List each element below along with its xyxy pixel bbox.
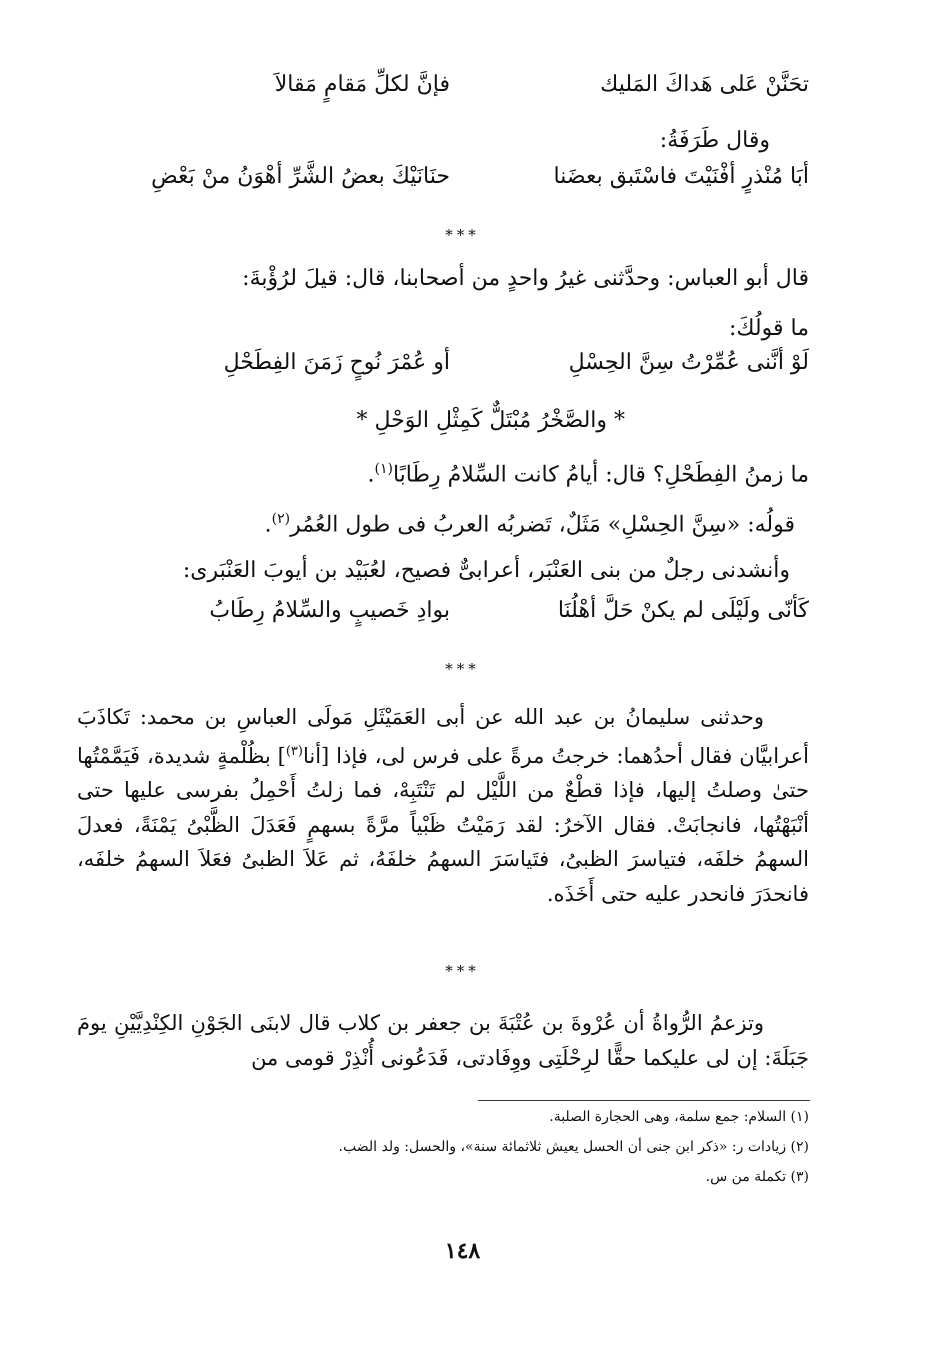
section-separator-1: ***: [445, 226, 480, 244]
section-2-line-1: قال أبو العباس: وحدَّثنى غيرُ واحدٍ من أصحابنا، قال: قيلَ لرُؤْبةَ:: [242, 266, 809, 291]
footnote-2: (٢) زيادات ر: «ذكر ابن جنى أن الحسل يعيش ثلاثمائة سنة»، والحسل: ولد الضب.: [338, 1139, 809, 1155]
section-2-line-4-text: قولُه: «سِنَّ الحِسْلِ» مَثَلٌ، تَضربُه العربُ فى طول العُمُر: [290, 512, 795, 538]
footnote-ref-2[interactable]: (٢): [271, 511, 291, 527]
verse-2-first-hemistich: أبَا مُنْذرٍ أفْنَيْتَ فاسْتَبق بعضَنا: [553, 164, 809, 189]
section-2-verse-first-hemistich: لَوْ أنَّنى عُمِّرْتُ سِنَّ الحِسْلِ: [568, 350, 809, 375]
section-2-line-3-text: ما زمنُ الفِطَحْلِ؟ قال: أيامُ كانت السِّلامُ رِطَابًا: [392, 462, 809, 488]
section-2-line-4: [265, 502, 795, 542]
section-4-paragraph: وتزعمُ الرُّواةُ أن عُرْوةَ بن عُتْبَةَ بن جعفر بن كلاب قال لابنَى الجَوْنِ الكِنْدِيَّيْنِ يومَ جَبَلَةَ: إن لى عليكما حقًّا لرِحْلَتِى ووِفَادتى، فَدَعُونى أُنْذِرْ قومى من: [77, 1011, 809, 1070]
section-2-line-5: وأنشدنى رجلٌ من بنى العَنْبَر، أعرابىٌّ فصيح، لعُبَيْد بن أيوبَ العَنْبَرى:: [182, 558, 790, 583]
verse-1-first-hemistich: تحَنَّنْ عَلى هَداكَ المَليك: [600, 72, 809, 97]
section-3-text-2: ] بظُلْمةٍ شديدة، فَيَمَّمْتُها حتىٰ وصلتُ إليها، فإذا قطْعٌ من اللَّيْل لم تَنْتَبِهْ، فما زلتُ أَحْمِلُ بفرسى عليها حتى أنْبَهْتُها، فانجابَتْ. فقال الآخرُ: لقد رَمَيْتُ ظَبْياً مرَّةً بسهمٍ فَعَدَلَ الظَّبْىُ يَمْنَةً، فعدلَ السهمُ خلفَه، فتياسرَ الظبىُ، فتَياسَرَ السهمُ خلفَهُ، ثم عَلاَ الظبىُ فعَلاَ السهمُ خلفَه، فانحدَرَ فانحدر عليه حتى أَخَذَه.: [77, 743, 809, 906]
verse-1-second-hemistich: فإنَّ لكلِّ مَقامٍ مَقالاَ: [274, 72, 450, 97]
section-separator-2: ***: [445, 660, 480, 678]
section-3-text-1: وحدثنى سليمانُ بن عبد الله عن أبى العَمَيْثَلِ مَولَى العباسِ بن محمد: تَكاذَبَ أعرابيَّان فقال أحدُهما: خرجتُ مرةً على فرس لى، فإذا [أنا: [77, 705, 809, 768]
page-number: ١٤٨: [444, 1238, 481, 1264]
footnote-3: (٣) تكملة من س.: [705, 1169, 809, 1185]
section-2-verse-2-first-hemistich: كَأنّى ولَيْلَى لم يكنْ حَلَّ أهْلُنَا: [557, 598, 809, 623]
section-3-paragraph: [77, 700, 809, 911]
intro-tarafa: وقال طَرَفَةُ:: [659, 128, 770, 153]
footnote-divider: [478, 1100, 810, 1101]
section-2-line-3: [367, 452, 809, 492]
section-2-line-2: ما قولُكَ:: [728, 316, 809, 341]
section-separator-3: ***: [445, 962, 480, 980]
section-2-hemistich: * والصَّخْرُ مُبْتَلٌّ كَمِثْلِ الوَحْلِ *: [356, 408, 625, 433]
line-4-end: .: [264, 512, 272, 538]
footnote-ref-1[interactable]: (١): [374, 461, 393, 477]
section-2-verse-2-second-hemistich: بوادِ خَصيبٍ والسِّلامُ رِطَابُ: [209, 598, 450, 623]
footnote-ref-3[interactable]: (٣): [285, 743, 303, 759]
footnote-1: (١) السلام: جمع سلمة، وهى الحجارة الصلبة.: [549, 1109, 809, 1125]
line-3-end: .: [367, 462, 375, 488]
section-2-verse-second-hemistich: أو عُمْرَ نُوحٍ زَمَنَ الفِطَحْلِ: [223, 350, 450, 375]
verse-2-second-hemistich: حنَانَيْكَ بعضُ الشَّرِّ أهْوَنُ منْ بَعْضِ: [151, 164, 450, 189]
